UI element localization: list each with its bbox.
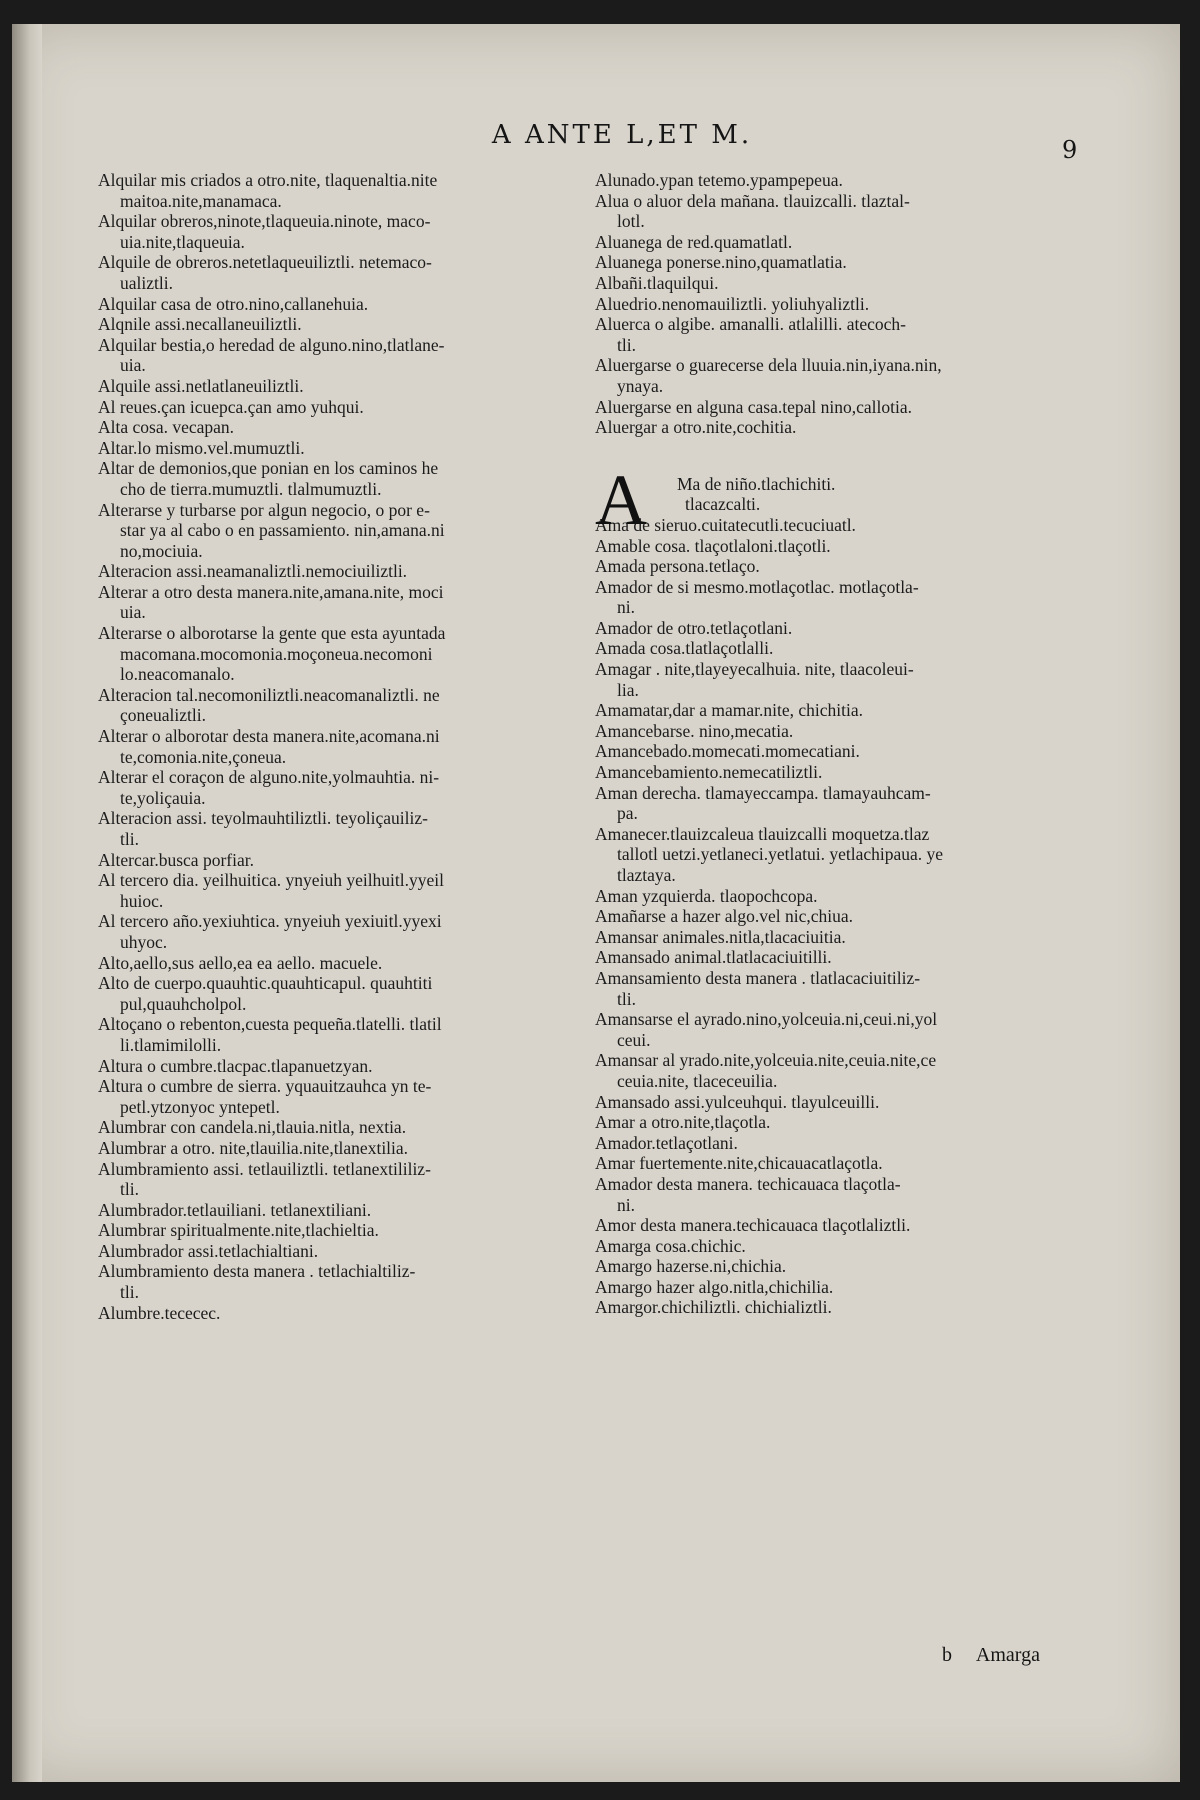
entry-headline: Alterar o alborotar desta manera.nite,acomana.ni (98, 726, 440, 747)
entry-headline: Altercar.busca porfiar. (98, 849, 254, 870)
dictionary-entry (595, 824, 1085, 886)
dictionary-entry (595, 355, 1085, 396)
entry-headline: Alquile de obreros.netetlaqueuiliztli. netemaco- (98, 252, 432, 273)
entry-headline: Alquile assi.netlatlaneuiliztli. (98, 375, 304, 396)
entry-continuation: ynaya. (617, 375, 664, 396)
dictionary-entry (98, 561, 588, 582)
dictionary-entry (595, 1050, 1085, 1091)
dictionary-entry (595, 741, 1085, 762)
entry-headline: Amable cosa. tlaçotlaloni.tlaçotli. (595, 535, 831, 556)
entry-continuation: uia.nite,tlaqueuia. (120, 231, 245, 252)
dictionary-entry (595, 515, 1085, 536)
entry-headline: Amador de si mesmo.motlaçotlac. motlaçotla- (595, 576, 919, 597)
entry-headline: Aluanega de red.quamatlatl. (595, 231, 793, 252)
entry-headline: Aluergarse en alguna casa.tepal nino,callotia. (595, 396, 912, 417)
dictionary-entry (98, 1261, 588, 1302)
right-column-top-entries (595, 170, 1085, 438)
entry-headline: Alta cosa. vecapan. (98, 417, 235, 438)
entry-headline: Amador desta manera. techicauaca tlaçotla- (595, 1173, 901, 1194)
entry-headline: Amancebado.momecati.momecatiani. (595, 741, 860, 762)
entry-headline: Alumbre.tececec. (98, 1302, 221, 1323)
entry-headline: Amargo hazerse.ni,chichia. (595, 1256, 787, 1277)
entry-headline: Amañarse a hazer algo.vel nic,chiua. (595, 906, 853, 927)
dictionary-entry (595, 1236, 1085, 1257)
dictionary-entry (595, 762, 1085, 783)
dictionary-entry (98, 726, 588, 767)
dictionary-entry (595, 659, 1085, 700)
dictionary-entry (98, 252, 588, 293)
entry-headline: Alquilar mis criados a otro.nite, tlaquenaltia.nite (98, 170, 438, 190)
dictionary-entry (98, 767, 588, 808)
entry-headline: Aluerca o algibe. amanalli. atlalilli. atecoch- (595, 314, 906, 335)
entry-headline: Amamatar,dar a mamar.nite, chichitia. (595, 700, 864, 721)
dictionary-entry (98, 1241, 588, 1262)
entry-continuation: lo.neacomanalo. (120, 664, 235, 685)
entry-headline: Aluanega ponerse.nino,quamatlatia. (595, 252, 847, 273)
dictionary-entry (595, 556, 1085, 577)
entry-headline: Amarga cosa.chichic. (595, 1235, 746, 1256)
entry-headline: Albañi.tlaquilqui. (595, 272, 719, 293)
entry-continuation: te,comonia.nite,çoneua. (120, 746, 287, 767)
dictionary-entry (98, 314, 588, 335)
dictionary-entry (595, 191, 1085, 232)
entry-headline: Amar a otro.nite,tlaçotla. (595, 1112, 771, 1133)
dictionary-entry (98, 1200, 588, 1221)
dictionary-entry (98, 417, 588, 438)
dictionary-entry (595, 700, 1085, 721)
entry-headline: Aluergarse o guarecerse dela lluuia.nin,iyana.nin, (595, 355, 942, 376)
entry-continuation: ceui. (617, 1029, 651, 1050)
dictionary-entry (98, 1303, 588, 1324)
entry-headline: Alto de cuerpo.quauhtic.quauhticapul. quauhtiti (98, 973, 433, 994)
entry-headline: Alqnile assi.necallaneuiliztli. (98, 314, 302, 335)
entry-headline: Amancebarse. nino,mecatia. (595, 720, 794, 741)
page-binding-shadow (12, 24, 42, 1782)
dictionary-entry (98, 458, 588, 499)
entry-continuation: no,mociuia. (120, 540, 203, 561)
dictionary-entry (98, 870, 588, 911)
dictionary-entry (98, 397, 588, 418)
entry-headline: Aman derecha. tlamayeccampa. tlamayauhcam- (595, 782, 931, 803)
dictionary-entry (98, 911, 588, 952)
right-column (595, 170, 1085, 1318)
dictionary-entry (595, 294, 1085, 315)
entry-headline: Altoçano o rebenton,cuesta pequeña.tlatelli. tlatil (98, 1014, 442, 1035)
dictionary-entry (98, 953, 588, 974)
entry-continuation: uhyoc. (120, 931, 168, 952)
signature-mark: b (942, 1644, 952, 1666)
entry-headline: Al tercero dia. yeilhuitica. ynyeiuh yeilhuitl.yyeil (98, 870, 445, 891)
dictionary-entry (98, 850, 588, 871)
entry-continuation: huioc. (120, 890, 164, 911)
dictionary-entry (595, 536, 1085, 557)
entry-continuation: tli. (120, 829, 139, 849)
entry-continuation: maitoa.nite,manamaca. (120, 190, 282, 211)
dictionary-entry (595, 927, 1085, 948)
entry-headline: Alquilar obreros,ninote,tlaqueuia.ninote, maco- (98, 211, 431, 232)
entry-headline: Alto,aello,sus aello,ea ea aello. macuele. (98, 952, 383, 973)
entry-headline: Alumbramiento desta manera . tetlachialtiliz- (98, 1261, 416, 1282)
section-a-line-2: tlacazcalti. (685, 494, 761, 515)
entry-headline: Alumbrador.tetlauiliani. tetlanextiliani. (98, 1199, 372, 1220)
dictionary-entry (595, 1215, 1085, 1236)
dictionary-entry (98, 685, 588, 726)
folio-number: 9 (1062, 136, 1078, 164)
entry-headline: Alteracion assi.neamanaliztli.nemociuiliztli. (98, 561, 408, 582)
entry-headline: Amar fuertemente.nite,chicauacatlaçotla. (595, 1153, 883, 1174)
entry-headline: Alumbrar spiritualmente.nite,tlachieltia. (98, 1220, 379, 1241)
entry-continuation: tli. (617, 988, 636, 1009)
entry-continuation: lotl. (617, 211, 645, 232)
dictionary-entry (595, 577, 1085, 618)
entry-continuation: uia. (120, 602, 146, 623)
dictionary-entry (98, 294, 588, 315)
entry-headline: Alterar el coraçon de alguno.nite,yolmauhtia. ni- (98, 767, 440, 788)
dictionary-entry (595, 638, 1085, 659)
dictionary-entry (595, 906, 1085, 927)
entry-continuation: tli. (120, 1179, 139, 1200)
entry-headline: Alumbrar a otro. nite,tlauilia.nite,tlanextilia. (98, 1137, 409, 1158)
entry-continuation: çoneualiztli. (120, 705, 207, 726)
dictionary-entry (98, 1014, 588, 1055)
catchword: Amarga (975, 1644, 1040, 1666)
entry-continuation: tlaztaya. (617, 865, 676, 885)
entry-headline: Alua o aluor dela mañana. tlauizcalli. tlaztal- (595, 190, 910, 211)
entry-headline: Amagar . nite,tlayeyecalhuia. nite, tlaacoleui- (595, 659, 914, 680)
dictionary-entry (595, 1009, 1085, 1050)
entry-continuation: ualiztli. (120, 272, 173, 293)
entry-continuation: li.tlamimilolli. (120, 1034, 222, 1055)
dictionary-entry (595, 1133, 1085, 1154)
dictionary-entry (98, 1138, 588, 1159)
right-column-bottom-entries (595, 515, 1085, 1318)
dictionary-entry (98, 211, 588, 252)
dictionary-entry (98, 1117, 588, 1138)
entry-headline: Amor desta manera.techicauaca tlaçotlaliztli. (595, 1215, 911, 1236)
entry-headline: Amansado animal.tlatlacaciuitilli. (595, 947, 832, 968)
entry-headline: Altar.lo mismo.vel.mumuztli. (98, 437, 305, 458)
drop-cap-initial: A (595, 459, 647, 540)
entry-continuation: macomana.mocomonia.moçoneua.necomoni (120, 643, 433, 664)
entry-headline: Amancebamiento.nemecatiliztli. (595, 762, 823, 783)
left-column (98, 170, 588, 1323)
entry-headline: Ama de sieruo.cuitatecutli.tecuciuatl. (595, 514, 856, 535)
dictionary-entry (595, 886, 1085, 907)
dictionary-entry (595, 397, 1085, 418)
dictionary-entry (595, 783, 1085, 824)
entry-continuation: pul,quauhcholpol. (120, 993, 247, 1014)
book-page (12, 24, 1180, 1782)
entry-headline: Al tercero año.yexiuhtica. ynyeiuh yexiuitl.yyexi (98, 911, 442, 932)
dictionary-entry (595, 1112, 1085, 1133)
entry-headline: Alterarse y turbarse por algun negocio, o por e- (98, 499, 430, 520)
dictionary-entry (98, 973, 588, 1014)
entry-headline: Amada cosa.tlatlaçotlalli. (595, 638, 774, 659)
entry-headline: Amargor.chichiliztli. chichializtli. (595, 1297, 832, 1318)
dictionary-entry (98, 170, 588, 211)
entry-headline: Amansar animales.nitla,tlacaciuitia. (595, 926, 846, 947)
dictionary-entry (595, 1174, 1085, 1215)
entry-headline: Alumbramiento assi. tetlauiliztli. tetlanextililiz- (98, 1158, 431, 1179)
dictionary-entry (98, 1076, 588, 1117)
entry-headline: Alumbrar con candela.ni,tlauia.nitla, nextia. (98, 1117, 407, 1138)
entry-headline: Al reues.çan icuepca.çan amo yuhqui. (98, 396, 364, 417)
entry-continuation: ni. (617, 597, 635, 618)
entry-continuation: uia. (120, 355, 146, 376)
entry-headline: Amador.tetlaçotlani. (595, 1132, 738, 1153)
dictionary-entry (595, 1092, 1085, 1113)
section-a-line-1: Ma de niño.tlachichiti. (677, 473, 836, 494)
entry-headline: Aluergar a otro.nite,cochitia. (595, 417, 797, 438)
entry-headline: Alquilar casa de otro.nino,callanehuia. (98, 293, 369, 314)
dictionary-entry (595, 721, 1085, 742)
entry-headline: Amanecer.tlauizcaleua tlauizcalli moquetza.tlaz (595, 823, 930, 844)
dictionary-entry (98, 438, 588, 459)
dictionary-entry (98, 335, 588, 376)
dictionary-entry (595, 417, 1085, 438)
dictionary-entry (98, 808, 588, 849)
entry-continuation: petl.ytzonyoc yntepetl. (120, 1096, 280, 1117)
entry-headline: Alterarse o alborotarse la gente que esta ayuntada (98, 623, 446, 644)
entry-headline: Alterar a otro desta manera.nite,amana.nite, moci (98, 581, 444, 602)
entry-continuation: tli. (120, 1282, 139, 1303)
entry-headline: Amansarse el ayrado.nino,yolceuia.ni,ceui.ni,yol (595, 1009, 938, 1030)
entry-continuation: tli. (617, 334, 636, 355)
dictionary-entry (98, 582, 588, 623)
dictionary-entry (98, 376, 588, 397)
entry-continuation: ni. (617, 1194, 635, 1215)
entry-continuation: tallotl uetzi.yetlaneci.yetlatui. yetlachipaua. ye (617, 844, 944, 865)
entry-continuation: pa. (617, 803, 638, 824)
entry-headline: Altura o cumbre.tlacpac.tlapanuetzyan. (98, 1055, 373, 1076)
dictionary-entry (98, 1056, 588, 1077)
page-footer (942, 1644, 1040, 1667)
entry-headline: Amansar al yrado.nite,yolceuia.nite,ceuia.nite,ce (595, 1050, 937, 1071)
dictionary-entry (595, 618, 1085, 639)
entry-headline: Alumbrador assi.tetlachialtiani. (98, 1240, 319, 1261)
entry-headline: Amargo hazer algo.nitla,chichilia. (595, 1276, 834, 1297)
dictionary-entry (98, 500, 588, 562)
dictionary-entry (595, 314, 1085, 355)
entry-continuation: cho de tierra.mumuztli. tlalmumuztli. (120, 478, 382, 499)
entry-headline: Alunado.ypan tetemo.ypampepeua. (595, 170, 843, 190)
entry-continuation: star ya al cabo o en passamiento. nin,amana.ni (120, 520, 445, 541)
dictionary-entry (98, 623, 588, 685)
dictionary-entry (98, 1220, 588, 1241)
entry-headline: Amansado assi.yulceuhqui. tlayulceuilli. (595, 1091, 880, 1112)
dictionary-entry (98, 1159, 588, 1200)
entry-headline: Aman yzquierda. tlaopochcopa. (595, 885, 818, 906)
dictionary-entry (595, 1256, 1085, 1277)
entry-headline: Alteracion tal.necomoniliztli.neacomanaliztli. ne (98, 684, 440, 705)
entry-headline: Amador de otro.tetlaçotlani. (595, 617, 793, 638)
entry-continuation: lia. (617, 679, 639, 700)
dictionary-entry (595, 1153, 1085, 1174)
entry-headline: Alquilar bestia,o heredad de alguno.nino,tlatlane- (98, 334, 445, 355)
running-title: A ANTE L,ET M. (491, 120, 753, 150)
dictionary-entry (595, 252, 1085, 273)
entry-continuation: te,yoliçauia. (120, 787, 206, 808)
entry-headline: Altar de demonios,que ponian en los caminos he (98, 458, 439, 479)
entry-headline: Amansamiento desta manera . tlatlacaciuitiliz- (595, 967, 921, 988)
entry-headline: Altura o cumbre de sierra. yquauitzauhca yn te- (98, 1076, 432, 1097)
dictionary-entry (595, 1277, 1085, 1298)
dictionary-entry (595, 170, 1085, 191)
entry-headline: Amada persona.tetlaço. (595, 556, 760, 577)
dictionary-entry (595, 968, 1085, 1009)
entry-headline: Alteracion assi. teyolmauhtiliztli. teyoliçauiliz- (98, 808, 428, 829)
dictionary-entry (595, 232, 1085, 253)
entry-continuation: ceuia.nite, tlaceceuilia. (617, 1070, 778, 1091)
dictionary-entry (595, 947, 1085, 968)
dictionary-entry (595, 1297, 1085, 1318)
entry-headline: Aluedrio.nenomauiliztli. yoliuhyaliztli. (595, 293, 870, 314)
dictionary-entry (595, 273, 1085, 294)
